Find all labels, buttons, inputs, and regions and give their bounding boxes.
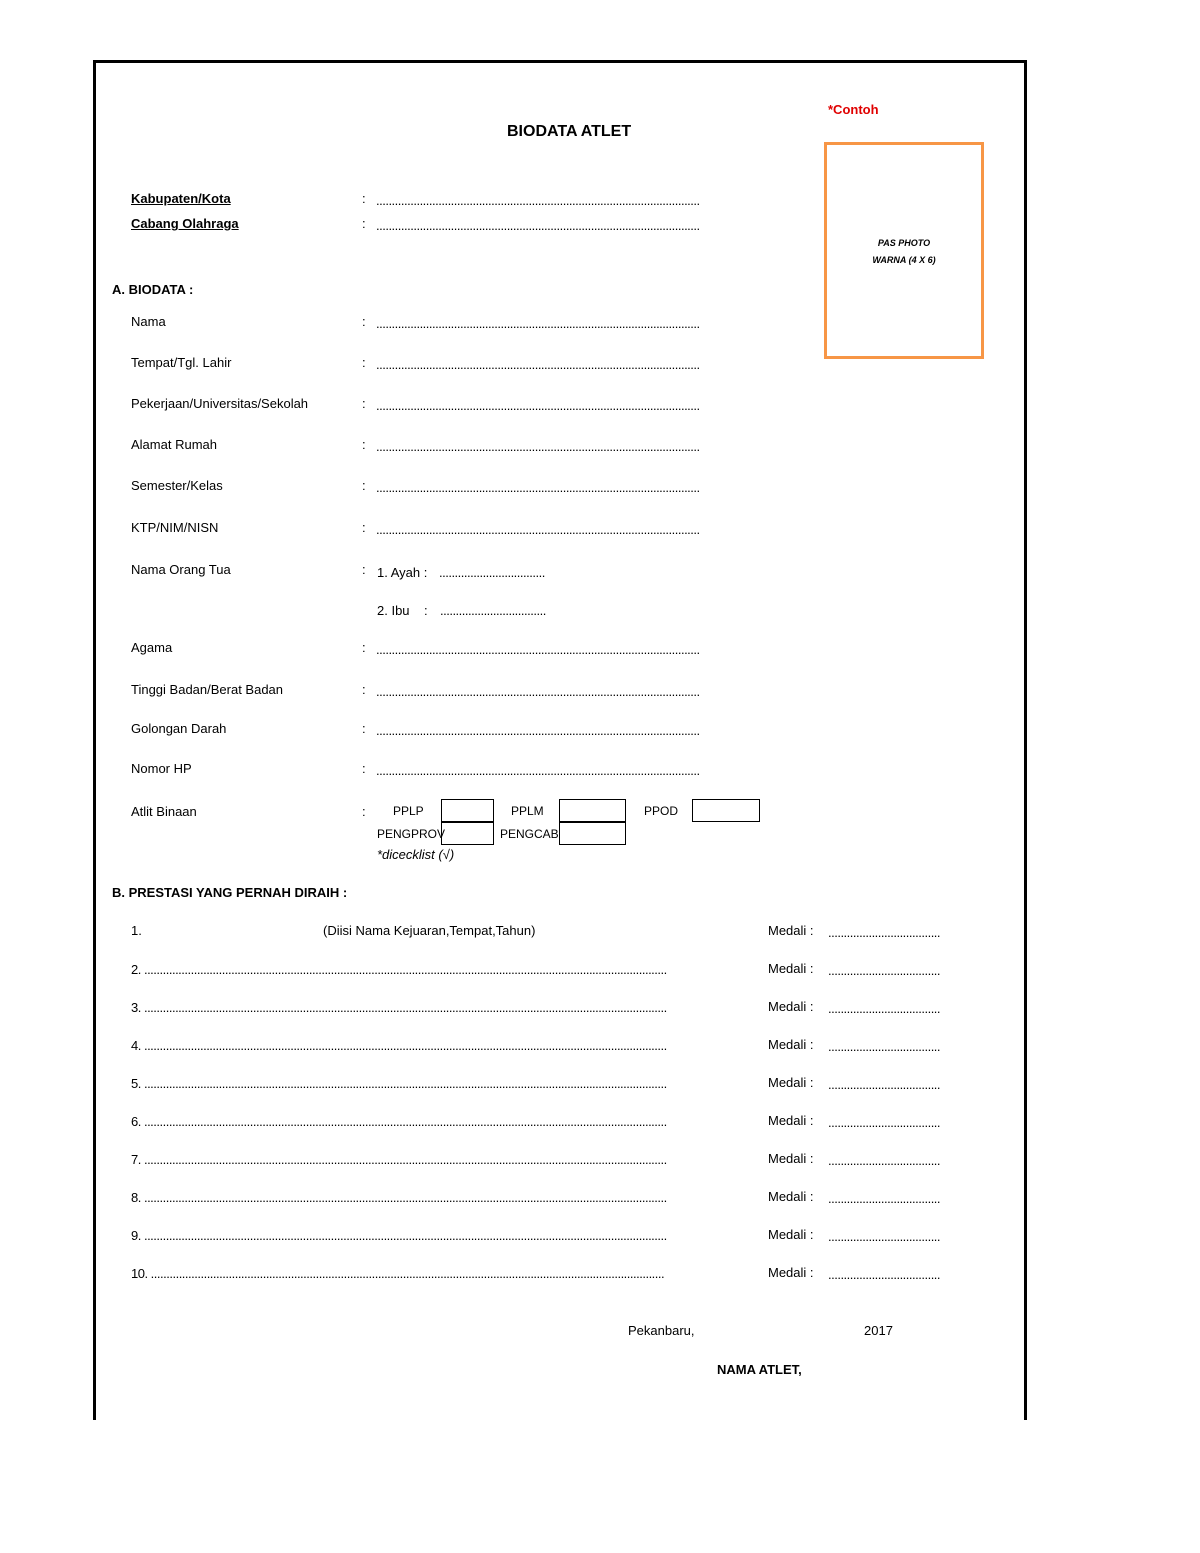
option-pengcab-label: PENGCAB — [500, 827, 559, 841]
field-input-tinggi-berat[interactable]: ........................................................................................................ — [376, 684, 700, 699]
field-label-semester: Semester/Kelas — [131, 478, 223, 493]
field-label-agama: Agama — [131, 640, 173, 655]
medali-input[interactable]: .................................... — [828, 1191, 941, 1206]
field-input-nomor-hp[interactable]: ........................................................................................................ — [376, 763, 700, 778]
section-b-heading: B. PRESTASI YANG PERNAH DIRAIH : — [112, 885, 348, 900]
option-pplp-label: PPLP — [393, 804, 424, 818]
ayah-label: 1. Ayah : — [377, 565, 428, 580]
achievement-row[interactable]: 8. ........................................................................................................................................................................ — [131, 1190, 667, 1205]
ibu-input[interactable]: .................................. — [440, 603, 546, 618]
contoh-label: *Contoh — [828, 102, 879, 117]
achievement-row[interactable]: 6. ........................................................................................................................................................................ — [131, 1114, 667, 1129]
field-colon: : — [362, 437, 366, 452]
field-label-cabang: Cabang Olahraga — [131, 216, 239, 231]
option-ppod-label: PPOD — [644, 804, 679, 818]
field-input-cabang[interactable]: ........................................................................................................ — [376, 218, 700, 233]
medali-label: Medali : — [768, 1151, 814, 1166]
field-input-semester[interactable]: ........................................................................................................ — [376, 480, 700, 495]
field-label-golongan-darah: Golongan Darah — [131, 721, 227, 736]
field-colon: : — [362, 640, 366, 655]
checkbox-pplp[interactable] — [441, 799, 494, 822]
medali-label: Medali : — [768, 1075, 814, 1090]
field-colon: : — [362, 520, 366, 535]
medali-input[interactable]: .................................... — [828, 1001, 941, 1016]
field-colon: : — [362, 721, 366, 736]
field-label-ttl: Tempat/Tgl. Lahir — [131, 355, 232, 370]
field-colon: : — [362, 314, 366, 329]
medali-input[interactable]: .................................... — [828, 1039, 941, 1054]
achievement-row[interactable]: 2. ........................................................................................................................................................................ — [131, 962, 667, 977]
option-pengprov-label: PENGPROV — [377, 827, 446, 841]
signature-name-label: NAMA ATLET, — [717, 1362, 802, 1377]
field-input-ktp[interactable]: ........................................................................................................ — [376, 522, 700, 537]
achievement-row[interactable]: 3. ........................................................................................................................................................................ — [131, 1000, 667, 1015]
ayah-input[interactable]: .................................. — [439, 565, 545, 580]
signature-year: 2017 — [864, 1323, 893, 1338]
field-input-nama[interactable]: ........................................................................................................ — [376, 316, 700, 331]
medali-label: Medali : — [768, 923, 814, 938]
photo-label-line2: WARNA (4 X 6) — [872, 255, 936, 265]
field-label-pekerjaan: Pekerjaan/Universitas/Sekolah — [131, 396, 309, 411]
photo-label-line1: PAS PHOTO — [877, 238, 931, 248]
field-colon: : — [362, 396, 366, 411]
medali-label: Medali : — [768, 999, 814, 1014]
achievement-row[interactable]: 10. ..................................................................................................................................................................... — [131, 1266, 665, 1281]
field-input-golongan-darah[interactable]: ........................................................................................................ — [376, 723, 700, 738]
option-pplm-label: PPLM — [511, 804, 544, 818]
medali-label: Medali : — [768, 961, 814, 976]
field-label-kabupaten: Kabupaten/Kota — [131, 191, 231, 206]
medali-input[interactable]: .................................... — [828, 1153, 941, 1168]
field-label-atlit-binaan: Atlit Binaan — [131, 804, 197, 819]
field-input-alamat[interactable]: ........................................................................................................ — [376, 439, 700, 454]
field-label-nomor-hp: Nomor HP — [131, 761, 192, 776]
medali-input[interactable]: .................................... — [828, 963, 941, 978]
achievement-row[interactable]: 4. ........................................................................................................................................................................ — [131, 1038, 667, 1053]
section-a-heading: A. BIODATA : — [112, 282, 194, 297]
medali-label: Medali : — [768, 1265, 814, 1280]
field-colon: : — [362, 562, 366, 577]
checklist-note: *dicecklist (√) — [377, 847, 455, 862]
achievement-row[interactable]: 9. ........................................................................................................................................................................ — [131, 1228, 667, 1243]
achievement-row[interactable]: 7. ........................................................................................................................................................................ — [131, 1152, 667, 1167]
medali-label: Medali : — [768, 1227, 814, 1242]
achievement-number: 1. — [131, 923, 142, 938]
ibu-label: 2. Ibu — [377, 603, 410, 618]
field-colon: : — [362, 216, 366, 231]
ibu-colon: : — [424, 603, 428, 618]
checkbox-ppod[interactable] — [692, 799, 760, 822]
field-colon: : — [362, 191, 366, 206]
checkbox-pplm[interactable] — [559, 799, 626, 822]
field-colon: : — [362, 355, 366, 370]
field-label-alamat: Alamat Rumah — [131, 437, 217, 452]
field-label-nama: Nama — [131, 314, 166, 329]
checkbox-pengprov[interactable] — [441, 822, 494, 845]
checkbox-pengcab[interactable] — [559, 822, 626, 845]
field-colon: : — [362, 478, 366, 493]
photo-box[interactable] — [824, 142, 984, 359]
medali-input[interactable]: .................................... — [828, 1267, 941, 1282]
field-label-ktp: KTP/NIM/NISN — [131, 520, 219, 535]
field-colon: : — [362, 682, 366, 697]
medali-input[interactable]: .................................... — [828, 925, 941, 940]
field-label-orang-tua: Nama Orang Tua — [131, 562, 231, 577]
field-input-kabupaten[interactable]: ........................................................................................................ — [376, 193, 700, 208]
field-input-agama[interactable]: ........................................................................................................ — [376, 642, 700, 657]
medali-input[interactable]: .................................... — [828, 1115, 941, 1130]
medali-input[interactable]: .................................... — [828, 1229, 941, 1244]
medali-input[interactable]: .................................... — [828, 1077, 941, 1092]
field-colon: : — [362, 761, 366, 776]
medali-label: Medali : — [768, 1189, 814, 1204]
achievement-row[interactable]: 5. ........................................................................................................................................................................ — [131, 1076, 667, 1091]
signature-place: Pekanbaru, — [628, 1323, 695, 1338]
medali-label: Medali : — [768, 1113, 814, 1128]
field-colon: : — [362, 804, 366, 819]
field-input-ttl[interactable]: ........................................................................................................ — [376, 357, 700, 372]
field-input-pekerjaan[interactable]: ........................................................................................................ — [376, 398, 700, 413]
medali-label: Medali : — [768, 1037, 814, 1052]
achievement-hint: (Diisi Nama Kejuaran,Tempat,Tahun) — [323, 923, 536, 938]
form-title: BIODATA ATLET — [507, 123, 632, 140]
field-label-tinggi-berat: Tinggi Badan/Berat Badan — [131, 682, 284, 697]
